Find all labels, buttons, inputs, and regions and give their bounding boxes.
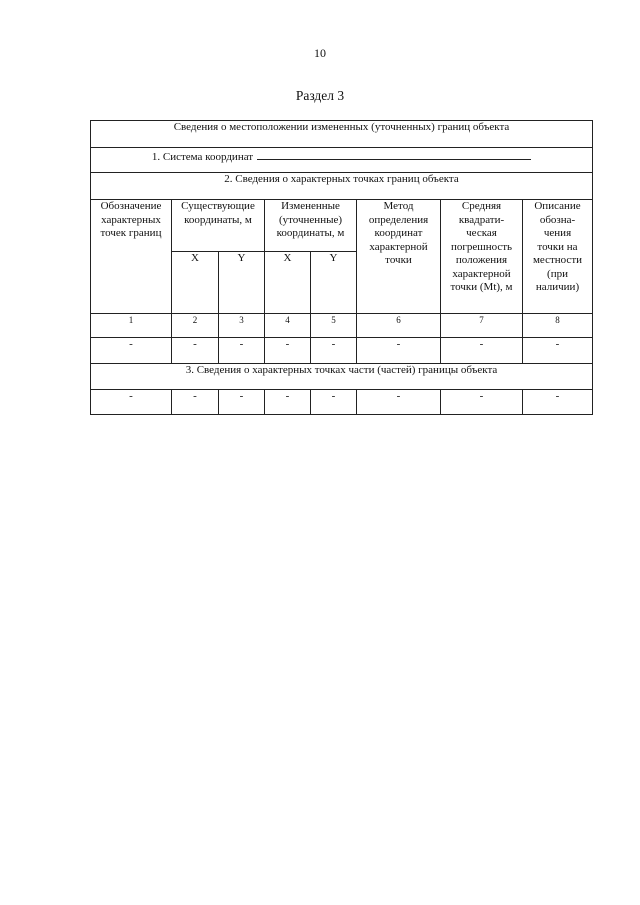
coordinate-system-row xyxy=(91,148,593,173)
column-number: 2 xyxy=(172,314,219,338)
coordinate-system-label: 1. Система координат xyxy=(151,151,254,163)
header-line: Средняя xyxy=(461,200,502,212)
header-line: чения xyxy=(543,227,572,239)
header-line: точки xyxy=(385,254,412,266)
header-line: положения xyxy=(455,254,508,266)
page-number: 10 xyxy=(314,46,326,60)
table-cell: - xyxy=(91,338,172,364)
table-cell: - xyxy=(357,338,441,364)
header-line: (уточненные) xyxy=(278,213,343,226)
header-line: точки на xyxy=(537,240,578,253)
table-cell: - xyxy=(219,390,265,415)
table-cell: - xyxy=(523,390,593,415)
table-cell: - xyxy=(172,390,219,415)
column-number: 3 xyxy=(219,314,265,338)
header-line: (при xyxy=(547,267,568,280)
header-line: Обозначение xyxy=(100,200,162,212)
column-number: 7 xyxy=(441,314,523,338)
header-line: погрешность xyxy=(450,240,513,253)
header-line: обозна- xyxy=(539,213,576,226)
header-line: точки (Mt), м xyxy=(450,281,513,293)
header-line: наличии) xyxy=(535,281,580,293)
table-cell: - xyxy=(172,338,219,364)
header-line: Измененные xyxy=(281,200,340,212)
section-title: Раздел 3 xyxy=(295,88,345,103)
header-line: координаты, м xyxy=(184,213,252,226)
header-line: характерной xyxy=(369,240,428,253)
table-title: Сведения о местоположении измененных (уточненных) границ объекта xyxy=(91,121,593,148)
header-line: точек границ xyxy=(100,227,162,239)
header-existing-coordinates xyxy=(172,200,265,252)
header-line: характерных xyxy=(101,213,161,226)
table-cell: - xyxy=(91,390,172,415)
subheader-changed-y: Y xyxy=(311,252,357,314)
table-cell: - xyxy=(311,390,357,415)
column-number: 8 xyxy=(523,314,593,338)
table-cell: - xyxy=(357,390,441,415)
subheader-existing-y: Y xyxy=(219,252,265,314)
table-cell: - xyxy=(219,338,265,364)
coordinate-system-field xyxy=(257,148,531,160)
header-method xyxy=(357,200,441,314)
header-line: координат xyxy=(374,227,423,239)
section2-label: 2. Сведения о характерных точках границ объекта xyxy=(91,173,593,200)
column-number: 6 xyxy=(357,314,441,338)
subheader-existing-x: X xyxy=(172,252,219,314)
header-line: квадрати- xyxy=(458,213,505,226)
table-cell: - xyxy=(311,338,357,364)
table-cell: - xyxy=(441,338,523,364)
header-line: характерной xyxy=(452,267,511,280)
column-number: 1 xyxy=(91,314,172,338)
column-number: 4 xyxy=(265,314,311,338)
header-line: ческая xyxy=(466,227,497,239)
header-line: координаты, м xyxy=(276,227,345,239)
header-line: определения xyxy=(368,213,429,226)
table-cell: - xyxy=(265,338,311,364)
coordinates-table xyxy=(90,120,593,415)
header-point-designation xyxy=(91,200,172,314)
section3-label: 3. Сведения о характерных точках части (частей) границы объекта xyxy=(91,364,593,390)
header-line: местности xyxy=(532,254,583,266)
header-changed-coordinates xyxy=(265,200,357,252)
table-cell: - xyxy=(265,390,311,415)
header-line: Описание xyxy=(534,200,581,212)
header-description xyxy=(523,200,593,314)
subheader-changed-x: X xyxy=(265,252,311,314)
table-cell: - xyxy=(523,338,593,364)
header-line: Метод xyxy=(383,200,414,212)
header-line: Существующие xyxy=(181,200,255,212)
column-number: 5 xyxy=(311,314,357,338)
header-mean-square-error xyxy=(441,200,523,314)
table-cell: - xyxy=(441,390,523,415)
